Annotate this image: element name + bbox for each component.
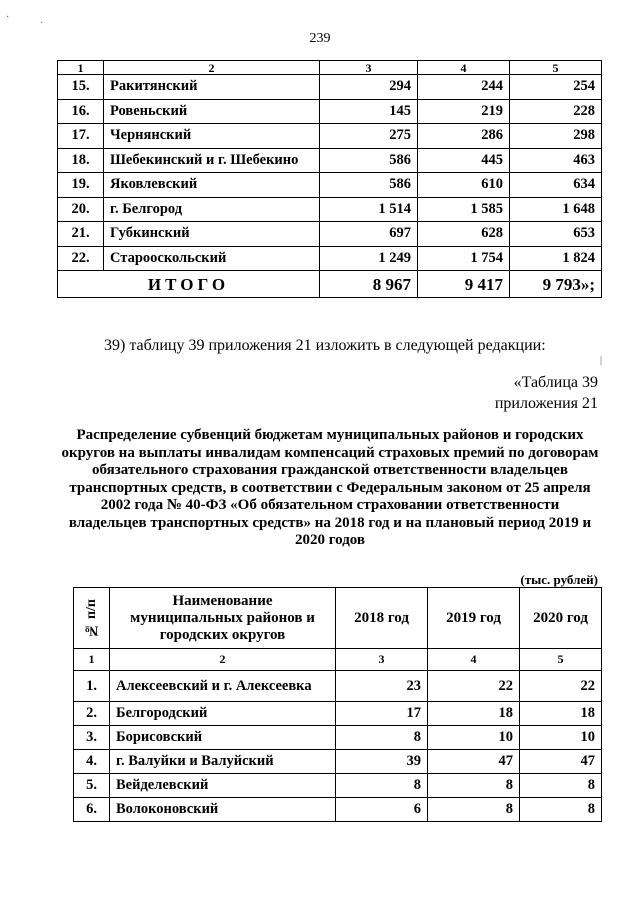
header-num [74, 588, 110, 649]
total-col4: 9 417 [418, 271, 510, 298]
row-number: 16. [58, 99, 104, 124]
row-number: 5. [74, 774, 110, 798]
table2-index-row [74, 649, 602, 671]
value-col4: 219 [418, 99, 510, 124]
table-row [74, 671, 602, 702]
district-name: Белгородский [110, 702, 336, 726]
value-col4: 610 [418, 173, 510, 198]
table2-header-row [74, 588, 602, 649]
index-cell: 1 [74, 649, 110, 671]
district-name: Яковлевский [104, 173, 320, 198]
continued-table [57, 60, 602, 298]
row-number: 2. [74, 702, 110, 726]
row-number: 15. [58, 75, 104, 100]
value-2019: 8 [428, 774, 520, 798]
total-label: ИТОГО [58, 271, 320, 298]
scan-speck: · [40, 18, 44, 29]
value-col3: 586 [320, 173, 418, 198]
value-2020: 18 [520, 702, 602, 726]
index-cell: 3 [336, 649, 428, 671]
value-2020: 8 [520, 774, 602, 798]
header-name: Наименование муниципальных районов и городских округов [110, 588, 336, 649]
header-2020: 2020 год [520, 588, 602, 649]
value-col5: 463 [510, 148, 602, 173]
value-2020: 10 [520, 726, 602, 750]
table-row [74, 750, 602, 774]
value-2019: 47 [428, 750, 520, 774]
district-name: Вейделевский [110, 774, 336, 798]
value-2019: 8 [428, 798, 520, 822]
page-number: 239 [309, 31, 331, 46]
value-2019: 22 [428, 671, 520, 702]
value-col5: 653 [510, 222, 602, 247]
table1-header-cell: 2 [104, 61, 320, 75]
value-2018: 23 [336, 671, 428, 702]
district-name: Губкинский [104, 222, 320, 247]
row-number: 21. [58, 222, 104, 247]
total-col5: 9 793»; [510, 271, 602, 298]
value-2019: 10 [428, 726, 520, 750]
value-col3: 275 [320, 124, 418, 149]
district-name: Шебекинский и г. Шебекино [104, 148, 320, 173]
value-2020: 22 [520, 671, 602, 702]
district-name: г. Валуйки и Валуйский [110, 750, 336, 774]
table-row [58, 173, 602, 198]
row-number: 18. [58, 148, 104, 173]
table-row [74, 798, 602, 822]
value-2018: 39 [336, 750, 428, 774]
value-2020: 47 [520, 750, 602, 774]
total-col3: 8 967 [320, 271, 418, 298]
table1-header-row [58, 61, 602, 75]
value-col4: 445 [418, 148, 510, 173]
table-row [58, 197, 602, 222]
total-row [58, 271, 602, 298]
table-row [58, 246, 602, 271]
value-col3: 697 [320, 222, 418, 247]
value-2020: 8 [520, 798, 602, 822]
district-name: Ровеньский [104, 99, 320, 124]
district-name: Чернянский [104, 124, 320, 149]
table-row [58, 124, 602, 149]
table-row [58, 75, 602, 100]
table-heading: Распределение субвенций бюджетам муниципальных районов и городских округов на выплаты инвалидам компенсаций страховых премий по договорам обязательного страхования гражданской ответственности владельцев транспортных средств, в соответствии с Федеральным законом от 25 апреля 2002 года № 40-ФЗ «Об обязательном страховании ответственности владельцев транспортных средств» на 2018 год и на плановый период 2019 и 2020 годов [61, 427, 599, 548]
value-2018: 6 [336, 798, 428, 822]
table-row [74, 702, 602, 726]
value-col4: 1 585 [418, 197, 510, 222]
table-row [74, 774, 602, 798]
district-name: Алексеевский и г. Алексеевка [110, 671, 336, 702]
value-col4: 1 754 [418, 246, 510, 271]
row-number: 17. [58, 124, 104, 149]
value-2018: 17 [336, 702, 428, 726]
row-number: 20. [58, 197, 104, 222]
row-number: 3. [74, 726, 110, 750]
table-row [58, 99, 602, 124]
district-name: Старооскольский [104, 246, 320, 271]
table-reference-line1: «Таблица 39 [513, 374, 598, 391]
table1-header-cell: 4 [418, 61, 510, 75]
value-col5: 1 648 [510, 197, 602, 222]
value-2018: 8 [336, 774, 428, 798]
row-number: 19. [58, 173, 104, 198]
table1-header-cell: 5 [510, 61, 602, 75]
district-name: Волоконовский [110, 798, 336, 822]
header-num-text: № п/п [84, 598, 99, 638]
value-col4: 286 [418, 124, 510, 149]
value-col5: 254 [510, 75, 602, 100]
table1-header-cell: 1 [58, 61, 104, 75]
table1-header-cell: 3 [320, 61, 418, 75]
value-col5: 634 [510, 173, 602, 198]
district-name: Ракитянский [104, 75, 320, 100]
table-row [58, 148, 602, 173]
table-reference-line2: приложения 21 [494, 395, 598, 412]
value-col3: 586 [320, 148, 418, 173]
value-col5: 228 [510, 99, 602, 124]
scan-speck: | [600, 355, 603, 366]
table-row [58, 222, 602, 247]
value-col3: 1 249 [320, 246, 418, 271]
table-reference [495, 372, 598, 414]
value-col4: 244 [418, 75, 510, 100]
value-col5: 1 824 [510, 246, 602, 271]
row-number: 1. [74, 671, 110, 702]
value-col5: 298 [510, 124, 602, 149]
row-number: 6. [74, 798, 110, 822]
district-name: г. Белгород [104, 197, 320, 222]
scan-speck: · [6, 12, 10, 23]
district-name: Борисовский [110, 726, 336, 750]
row-number: 4. [74, 750, 110, 774]
value-col3: 145 [320, 99, 418, 124]
value-col3: 1 514 [320, 197, 418, 222]
row-number: 22. [58, 246, 104, 271]
header-2018: 2018 год [336, 588, 428, 649]
units-label: (тыс. рублей) [520, 572, 598, 587]
header-2019: 2019 год [428, 588, 520, 649]
amendment-paragraph: 39) таблицу 39 приложения 21 изложить в следующей редакции: [104, 337, 546, 354]
value-2018: 8 [336, 726, 428, 750]
subsidy-table [73, 587, 602, 822]
value-2019: 18 [428, 702, 520, 726]
index-cell: 4 [428, 649, 520, 671]
value-col3: 294 [320, 75, 418, 100]
value-col4: 628 [418, 222, 510, 247]
index-cell: 2 [110, 649, 336, 671]
table-row [74, 726, 602, 750]
index-cell: 5 [520, 649, 602, 671]
